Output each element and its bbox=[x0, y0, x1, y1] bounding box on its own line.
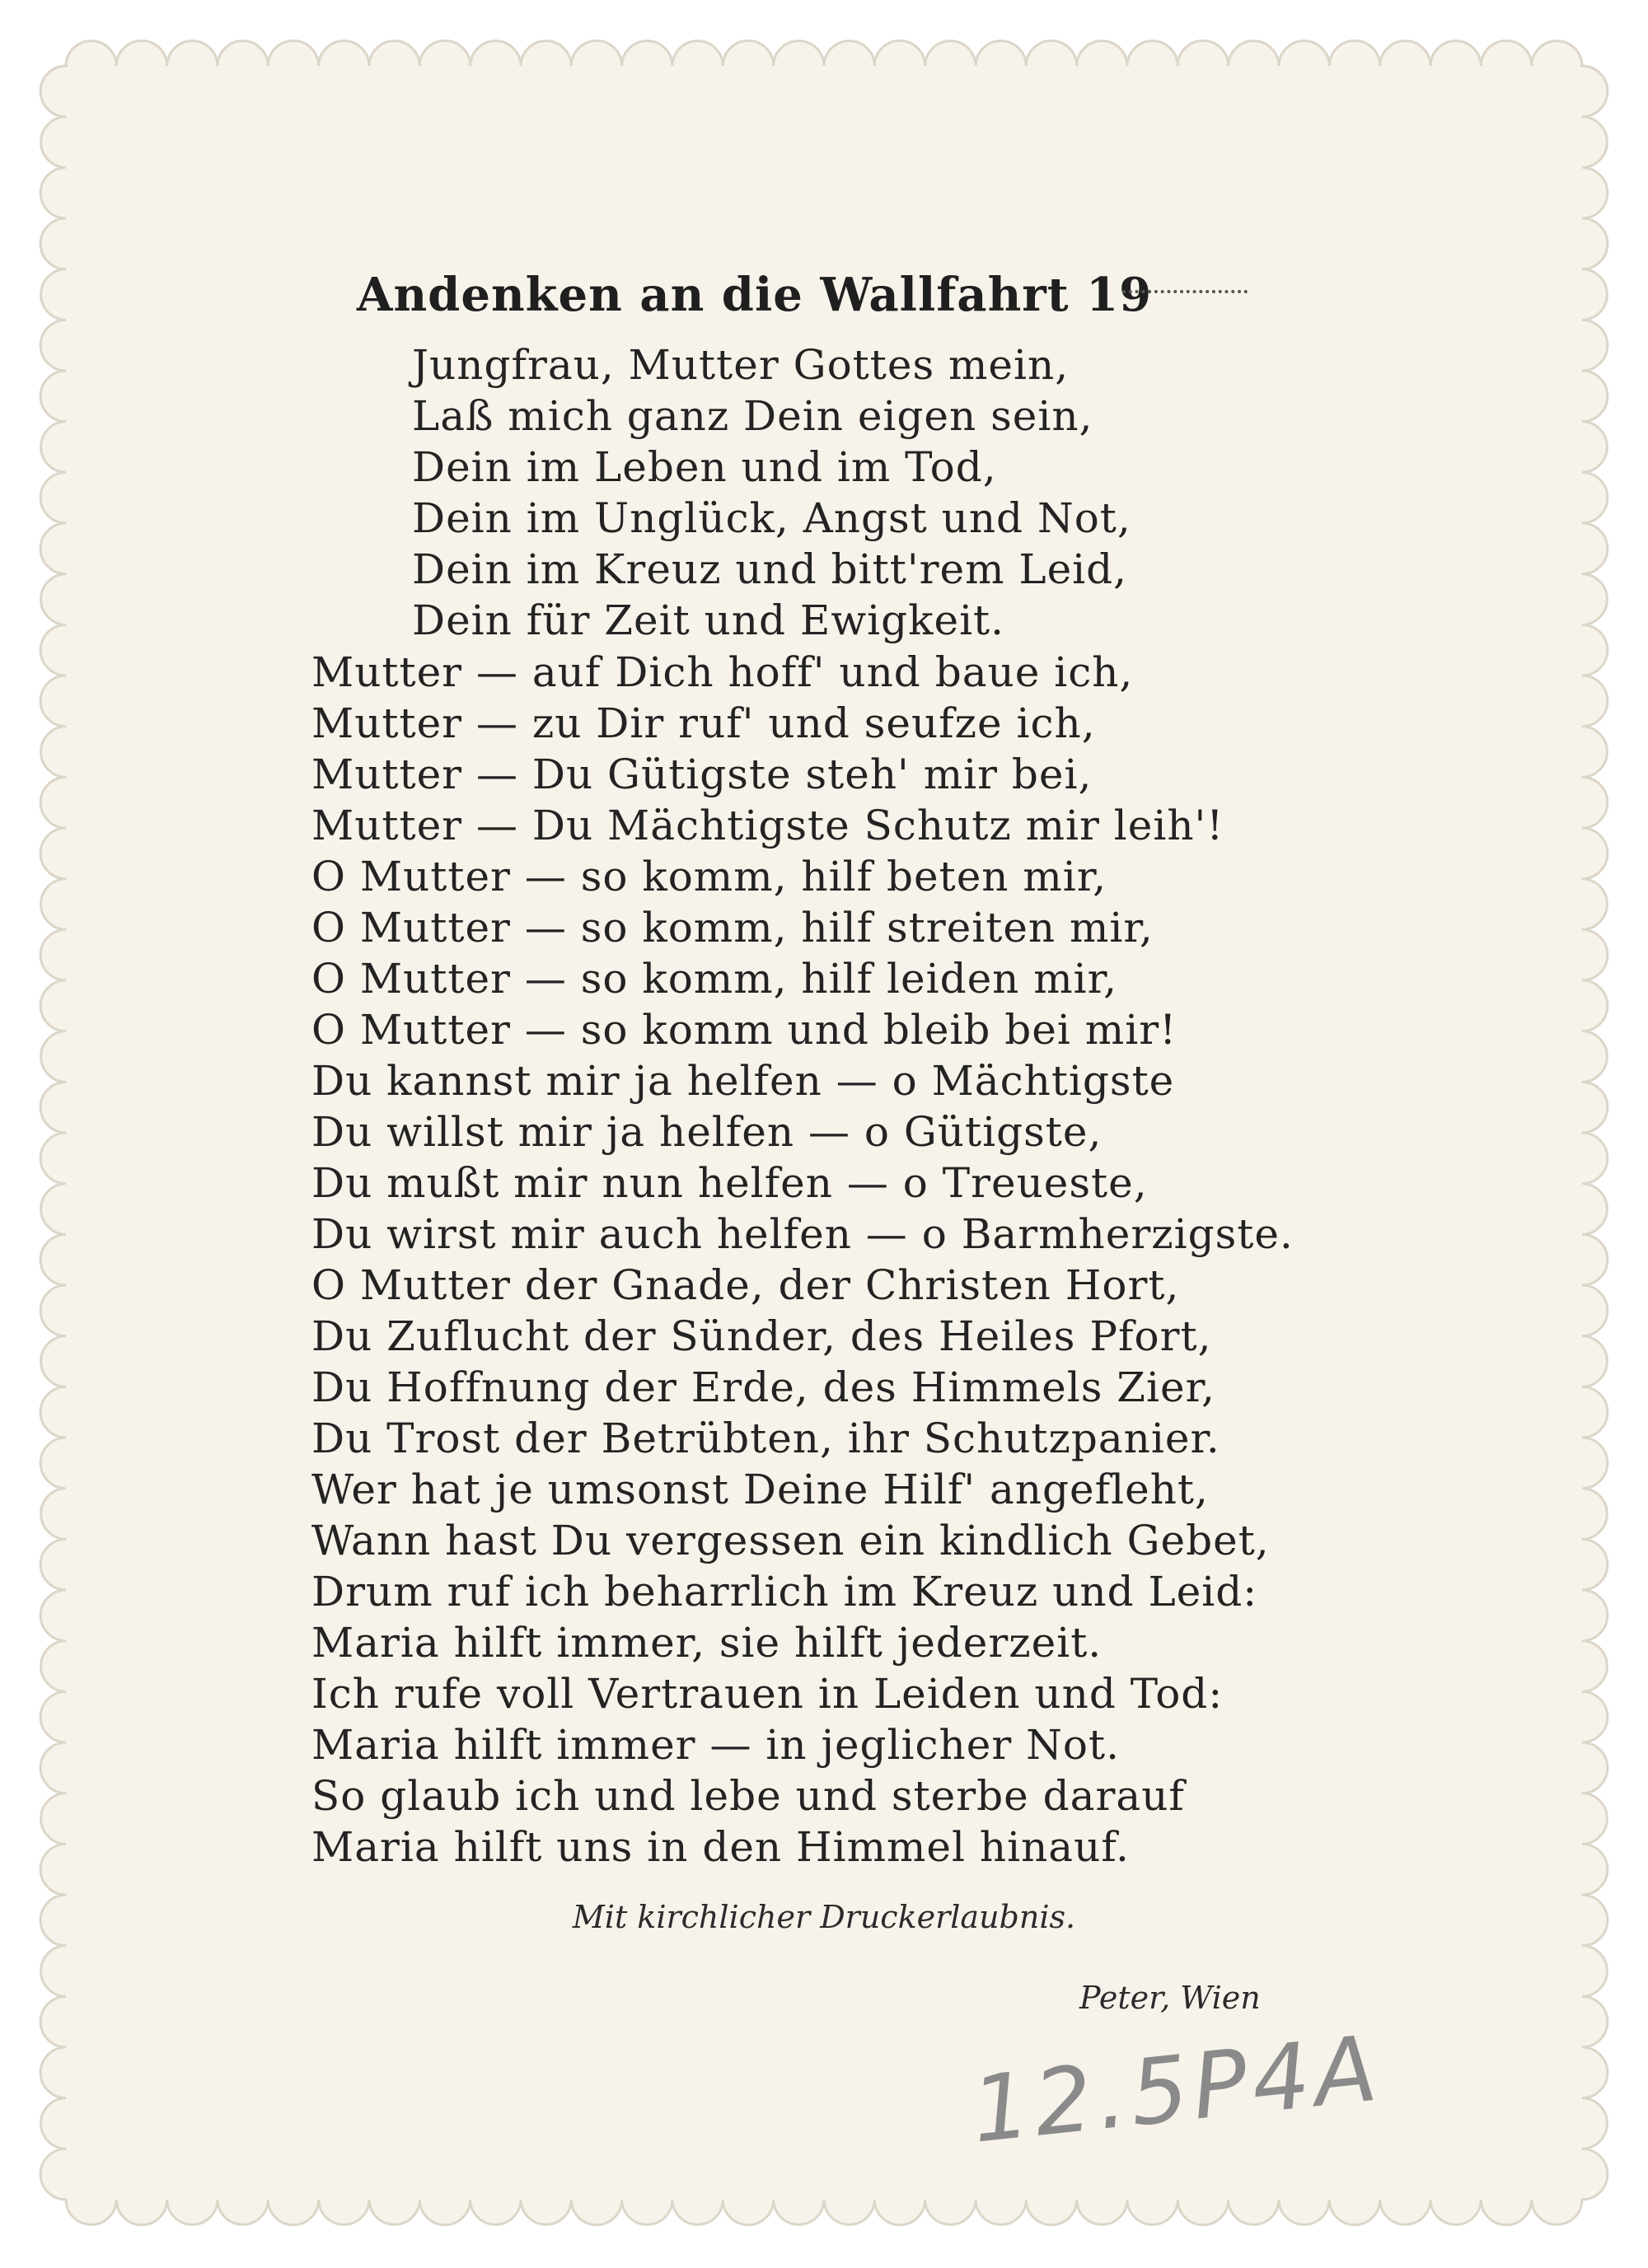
verse-line: O Mutter — so komm, hilf beten mir, bbox=[311, 853, 1107, 900]
card-title: Andenken an die Wallfahrt 19 bbox=[357, 268, 1153, 322]
verse-line: Du wirst mir auch helfen — o Barmherzigste. bbox=[311, 1210, 1294, 1258]
verse-line: Laß mich ganz Dein eigen sein, bbox=[412, 392, 1093, 440]
verse-line: Mutter — Du Mächtigste Schutz mir leih'! bbox=[311, 802, 1224, 849]
verse-line: O Mutter — so komm, hilf streiten mir, bbox=[311, 904, 1154, 952]
verse-line: O Mutter — so komm, hilf leiden mir, bbox=[311, 955, 1117, 1003]
verse-line: Dein im Unglück, Angst und Not, bbox=[412, 494, 1131, 542]
verse-line: Maria hilft uns in den Himmel hinauf. bbox=[311, 1823, 1130, 1871]
verse-line: Mutter — Du Gütigste steh' mir bei, bbox=[311, 751, 1093, 798]
verse-line: So glaub ich und lebe und sterbe darauf bbox=[311, 1772, 1185, 1820]
verse-line: Dein für Zeit und Ewigkeit. bbox=[412, 596, 1005, 644]
verse-line: Du Trost der Betrübten, ihr Schutzpanier. bbox=[311, 1415, 1220, 1462]
verse-line: Du Zuflucht der Sünder, des Heiles Pfort, bbox=[311, 1312, 1212, 1360]
verse-line: Du kannst mir ja helfen — o Mächtigste bbox=[311, 1057, 1175, 1105]
verse-line: Maria hilft immer, sie hilft jederzeit. bbox=[311, 1619, 1103, 1667]
verse-line: Jungfrau, Mutter Gottes mein, bbox=[412, 341, 1070, 389]
title-dotted-line bbox=[1122, 290, 1248, 293]
pencil-archive-number: 12.5P4A bbox=[967, 2015, 1387, 2163]
verse-line: Wer hat je umsonst Deine Hilf' angefleht, bbox=[311, 1466, 1209, 1513]
verse-line: Wann hast Du vergessen ein kindlich Gebet, bbox=[311, 1517, 1270, 1564]
verse-block-two bbox=[311, 647, 1294, 1873]
verse-block-one bbox=[412, 339, 1131, 646]
verse-line: Drum ruf ich beharrlich im Kreuz und Leid: bbox=[311, 1568, 1258, 1616]
verse-line: Dein im Kreuz und bitt'rem Leid, bbox=[412, 545, 1128, 593]
verse-line: Mutter — zu Dir ruf' und seufze ich, bbox=[311, 699, 1096, 747]
verse-line: Ich rufe voll Vertrauen in Leiden und Tod: bbox=[311, 1670, 1224, 1718]
verse-line: Dein im Leben und im Tod, bbox=[412, 443, 997, 491]
verse-line: Du mußt mir nun helfen — o Treueste, bbox=[311, 1159, 1148, 1207]
imprimatur-note: Mit kirchlicher Druckerlaubnis. bbox=[572, 1899, 1076, 1935]
verse-line: O Mutter — so komm und bleib bei mir! bbox=[311, 1006, 1177, 1054]
verse-line: O Mutter der Gnade, der Christen Hort, bbox=[311, 1261, 1180, 1309]
verse-line: Du Hoffnung der Erde, des Himmels Zier, bbox=[311, 1363, 1215, 1411]
verse-line: Du willst mir ja helfen — o Gütigste, bbox=[311, 1108, 1103, 1156]
verse-line: Maria hilft immer — in jeglicher Not. bbox=[311, 1721, 1120, 1769]
verse-line: Mutter — auf Dich hoff' und baue ich, bbox=[311, 648, 1134, 696]
publisher-imprint: Peter, Wien bbox=[1079, 1980, 1261, 2016]
